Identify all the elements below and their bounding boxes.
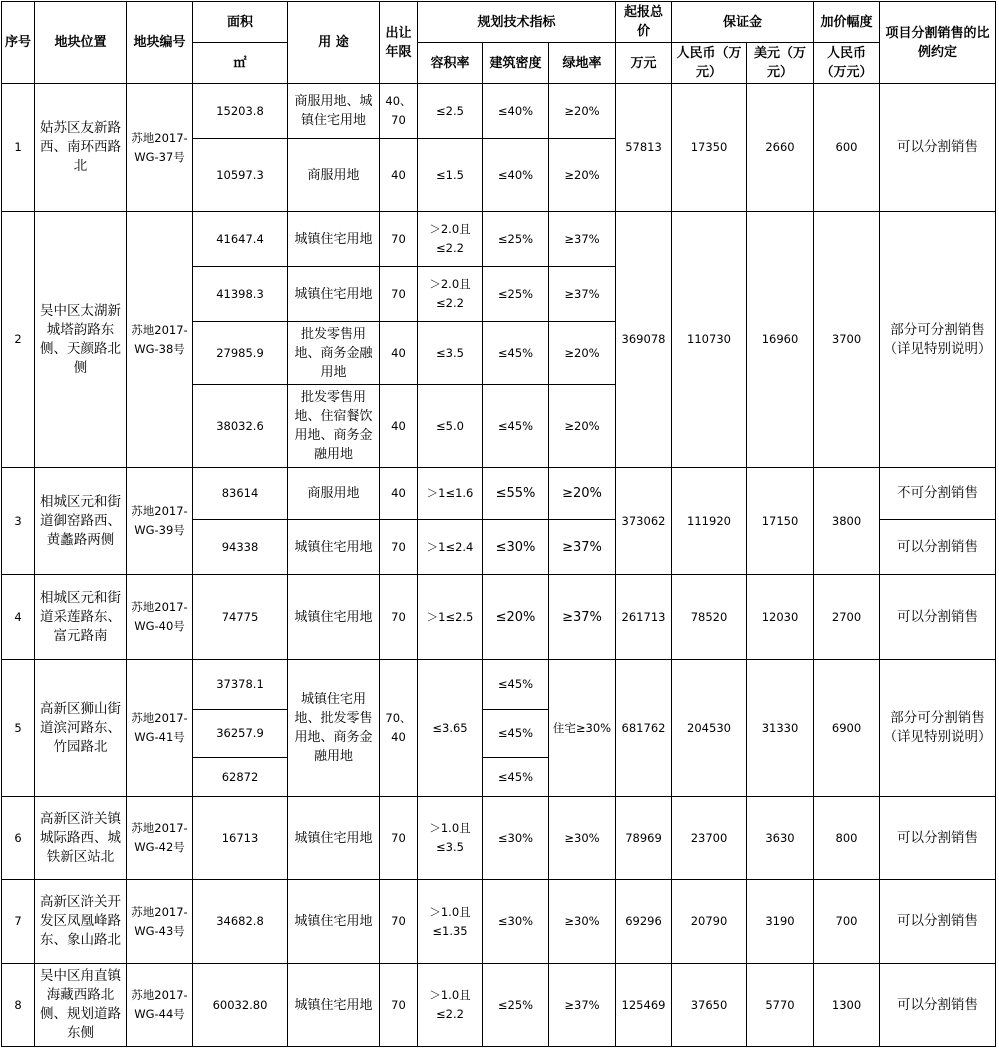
rmb-cell: 17350: [672, 84, 747, 212]
area-cell: 38032.6: [193, 385, 288, 468]
term-cell: 40: [380, 139, 418, 212]
rmb-cell: 111920: [672, 468, 747, 575]
seq-cell: 7: [2, 880, 35, 964]
increment-cell: 700: [814, 880, 880, 964]
seq-cell: 1: [2, 84, 35, 212]
header-density: 建筑密度: [483, 43, 549, 84]
rmb-cell: 204530: [672, 660, 747, 797]
far-cell: ＞1.0且≤2.2: [418, 964, 483, 1047]
usage-cell: 批发零售用地、住宿餐饮用地、商务金融用地: [288, 385, 380, 468]
green-cell: ≥20%: [549, 385, 616, 468]
rmb-cell: 37650: [672, 964, 747, 1047]
header-seq: 序号: [2, 2, 35, 84]
start-price-cell: 125469: [616, 964, 672, 1047]
start-price-cell: 373062: [616, 468, 672, 575]
green-cell: ≥37%: [549, 520, 616, 575]
increment-cell: 600: [814, 84, 880, 212]
increment-cell: 3800: [814, 468, 880, 575]
far-cell: ＞1.0且≤3.5: [418, 797, 483, 880]
split-cell: 不可分割销售: [880, 468, 996, 520]
density-cell: ≤45%: [483, 385, 549, 468]
far-cell: ＞1≤2.5: [418, 575, 483, 660]
density-cell: ≤25%: [483, 267, 549, 322]
term-cell: 40: [380, 322, 418, 385]
rmb-cell: 23700: [672, 797, 747, 880]
seq-cell: 6: [2, 797, 35, 880]
start-price-cell: 57813: [616, 84, 672, 212]
area-cell: 41398.3: [193, 267, 288, 322]
density-cell: ≤55%: [483, 468, 549, 520]
header-far: 容积率: [418, 43, 483, 84]
table-row: [2, 84, 996, 139]
seq-cell: 8: [2, 964, 35, 1047]
header-deposit: 保证金: [672, 2, 814, 43]
header-location: 地块位置: [35, 2, 127, 84]
location-cell: 相城区元和街道采莲路东、富元路南: [35, 575, 127, 660]
green-cell: ≥37%: [549, 964, 616, 1047]
area-cell: 15203.8: [193, 84, 288, 139]
area-cell: 10597.3: [193, 139, 288, 212]
area-cell: 34682.8: [193, 880, 288, 964]
increment-cell: 3700: [814, 212, 880, 468]
split-cell: 可以分割销售: [880, 797, 996, 880]
density-cell: ≤45%: [483, 660, 549, 710]
start-price-cell: 261713: [616, 575, 672, 660]
split-cell: 可以分割销售: [880, 880, 996, 964]
usage-cell: 商服用地、城镇住宅用地: [288, 84, 380, 139]
usage-cell: 商服用地: [288, 468, 380, 520]
usd-cell: 5770: [747, 964, 814, 1047]
far-cell: ＞2.0且≤2.2: [418, 212, 483, 267]
code-cell: 苏地2017-WG-38号: [127, 212, 193, 468]
header-code: 地块编号: [127, 2, 193, 84]
usd-cell: 3630: [747, 797, 814, 880]
seq-cell: 4: [2, 575, 35, 660]
term-cell: 70: [380, 267, 418, 322]
table-row: [2, 575, 996, 660]
usd-cell: 12030: [747, 575, 814, 660]
usage-cell: 批发零售用地、商务金融用地: [288, 322, 380, 385]
header-green: 绿地率: [549, 43, 616, 84]
seq-cell: 3: [2, 468, 35, 575]
header-usd: 美元（万元）: [747, 43, 814, 84]
green-cell: ≥37%: [549, 212, 616, 267]
far-cell: ≤3.5: [418, 322, 483, 385]
split-cell: 部分可分割销售（详见特别说明）: [880, 660, 996, 797]
header-tech: 规划技术指标: [418, 2, 616, 43]
code-cell: 苏地2017-WG-40号: [127, 575, 193, 660]
location-cell: 吴中区太湖新城塔韵路东侧、天颜路北侧: [35, 212, 127, 468]
density-cell: ≤45%: [483, 758, 549, 797]
usage-cell: 城镇住宅用地: [288, 880, 380, 964]
far-cell: ＞1≤2.4: [418, 520, 483, 575]
density-cell: ≤25%: [483, 964, 549, 1047]
term-cell: 70: [380, 212, 418, 267]
header-usage: 用 途: [288, 2, 380, 84]
location-cell: 高新区浒关镇城际路西、城铁新区站北: [35, 797, 127, 880]
header-area-unit: ㎡: [193, 43, 288, 84]
code-cell: 苏地2017-WG-37号: [127, 84, 193, 212]
area-cell: 74775: [193, 575, 288, 660]
table-row: [2, 797, 996, 880]
area-cell: 83614: [193, 468, 288, 520]
seq-cell: 2: [2, 212, 35, 468]
split-cell: 可以分割销售: [880, 575, 996, 660]
term-cell: 70: [380, 520, 418, 575]
far-cell: ≤5.0: [418, 385, 483, 468]
area-cell: 62872: [193, 758, 288, 797]
start-price-cell: 69296: [616, 880, 672, 964]
table-row: [2, 880, 996, 964]
split-cell: 可以分割销售: [880, 964, 996, 1047]
green-cell: ≥20%: [549, 84, 616, 139]
table-row: [2, 964, 996, 1047]
increment-cell: 6900: [814, 660, 880, 797]
far-cell: ≤3.65: [418, 660, 483, 797]
usage-cell: 城镇住宅用地: [288, 575, 380, 660]
start-price-cell: 78969: [616, 797, 672, 880]
land-auction-table: [1, 1, 996, 1047]
far-cell: ＞1≤1.6: [418, 468, 483, 520]
header-increment: 加价幅度: [814, 2, 880, 43]
term-cell: 70: [380, 797, 418, 880]
term-cell: 70: [380, 575, 418, 660]
code-cell: 苏地2017-WG-41号: [127, 660, 193, 797]
location-cell: 高新区浒关开发区凤凰峰路东、象山路北: [35, 880, 127, 964]
usage-cell: 城镇住宅用地、批发零售用地、商务金融用地: [288, 660, 380, 797]
increment-cell: 1300: [814, 964, 880, 1047]
location-cell: 姑苏区友新路西、南环西路北: [35, 84, 127, 212]
usd-cell: 17150: [747, 468, 814, 575]
density-cell: ≤20%: [483, 575, 549, 660]
header-start-price-unit: 万元: [616, 43, 672, 84]
density-cell: ≤40%: [483, 84, 549, 139]
term-cell: 40: [380, 385, 418, 468]
usd-cell: 3190: [747, 880, 814, 964]
term-cell: 40: [380, 468, 418, 520]
area-cell: 16713: [193, 797, 288, 880]
start-price-cell: 681762: [616, 660, 672, 797]
green-cell: ≥20%: [549, 468, 616, 520]
density-cell: ≤30%: [483, 797, 549, 880]
usage-cell: 城镇住宅用地: [288, 267, 380, 322]
increment-cell: 800: [814, 797, 880, 880]
far-cell: ≤1.5: [418, 139, 483, 212]
area-cell: 27985.9: [193, 322, 288, 385]
usage-cell: 城镇住宅用地: [288, 797, 380, 880]
term-cell: 70、40: [380, 660, 418, 797]
area-cell: 41647.4: [193, 212, 288, 267]
start-price-cell: 369078: [616, 212, 672, 468]
usd-cell: 2660: [747, 84, 814, 212]
code-cell: 苏地2017-WG-42号: [127, 797, 193, 880]
rmb-cell: 78520: [672, 575, 747, 660]
green-cell: ≥30%: [549, 797, 616, 880]
seq-cell: 5: [2, 660, 35, 797]
green-cell: 住宅≥30%: [549, 660, 616, 797]
table-row: [2, 468, 996, 520]
split-cell: 可以分割销售: [880, 520, 996, 575]
split-cell: 可以分割销售: [880, 84, 996, 212]
density-cell: ≤40%: [483, 139, 549, 212]
code-cell: 苏地2017-WG-39号: [127, 468, 193, 575]
term-cell: 70: [380, 880, 418, 964]
header-row-1: [2, 2, 996, 43]
usage-cell: 城镇住宅用地: [288, 964, 380, 1047]
rmb-cell: 110730: [672, 212, 747, 468]
usd-cell: 31330: [747, 660, 814, 797]
area-cell: 36257.9: [193, 710, 288, 758]
location-cell: 吴中区甪直镇海藏西路北侧、规划道路东侧: [35, 964, 127, 1047]
green-cell: ≥30%: [549, 880, 616, 964]
code-cell: 苏地2017-WG-43号: [127, 880, 193, 964]
usage-cell: 城镇住宅用地: [288, 520, 380, 575]
header-increment-unit: 人民币（万元）: [814, 43, 880, 84]
green-cell: ≥37%: [549, 267, 616, 322]
green-cell: ≥37%: [549, 575, 616, 660]
green-cell: ≥20%: [549, 322, 616, 385]
density-cell: ≤30%: [483, 520, 549, 575]
density-cell: ≤45%: [483, 710, 549, 758]
usage-cell: 商服用地: [288, 139, 380, 212]
code-cell: 苏地2017-WG-44号: [127, 964, 193, 1047]
term-cell: 70: [380, 964, 418, 1047]
header-rmb: 人民币（万元）: [672, 43, 747, 84]
far-cell: ＞2.0且≤2.2: [418, 267, 483, 322]
usage-cell: 城镇住宅用地: [288, 212, 380, 267]
far-cell: ＞1.0且≤1.35: [418, 880, 483, 964]
area-cell: 60032.80: [193, 964, 288, 1047]
area-cell: 37378.1: [193, 660, 288, 710]
location-cell: 相城区元和街道御窑路西、黄蠡路两侧: [35, 468, 127, 575]
green-cell: ≥20%: [549, 139, 616, 212]
term-cell: 40、70: [380, 84, 418, 139]
density-cell: ≤45%: [483, 322, 549, 385]
usd-cell: 16960: [747, 212, 814, 468]
increment-cell: 2700: [814, 575, 880, 660]
table-row: [2, 660, 996, 710]
rmb-cell: 20790: [672, 880, 747, 964]
header-start-price: 起报总价: [616, 2, 672, 43]
table-row: [2, 212, 996, 267]
density-cell: ≤30%: [483, 880, 549, 964]
area-cell: 94338: [193, 520, 288, 575]
split-cell: 部分可分割销售（详见特别说明）: [880, 212, 996, 468]
location-cell: 高新区狮山街道滨河路东、竹园路北: [35, 660, 127, 797]
header-area: 面积: [193, 2, 288, 43]
header-split: 项目分割销售的比例约定: [880, 2, 996, 84]
density-cell: ≤25%: [483, 212, 549, 267]
far-cell: ≤2.5: [418, 84, 483, 139]
header-term: 出让年限: [380, 2, 418, 84]
